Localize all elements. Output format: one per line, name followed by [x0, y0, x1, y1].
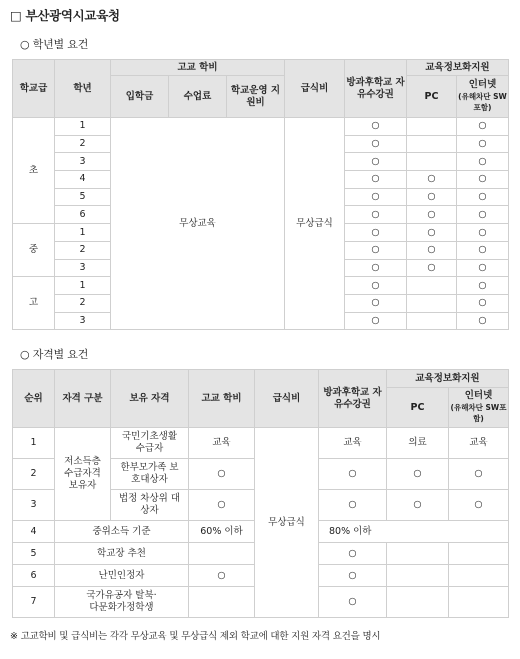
header-meal: 급식비: [255, 370, 319, 428]
header-school-level: 학교급: [13, 60, 55, 118]
qual-cell: 국가유공자 탈북·다문화가정학생: [55, 587, 189, 618]
afterschool-cell: ○: [319, 587, 387, 618]
pc-cell: [407, 312, 457, 330]
header-internet: [449, 388, 509, 428]
pc-cell: ○: [407, 206, 457, 224]
header-admission-fee: 입학금: [111, 76, 169, 118]
internet-cell: [449, 543, 509, 565]
header-qual-type: 자격 구분: [55, 370, 111, 428]
header-pc: PC: [407, 76, 457, 118]
internet-cell: ○: [457, 259, 509, 277]
header-hs-fee: 고교 학비: [189, 370, 255, 428]
qual-cell: 학교장 추천: [55, 543, 189, 565]
header-grade: 학년: [55, 60, 111, 118]
internet-cell: ○: [457, 153, 509, 171]
header-pc: PC: [387, 388, 449, 428]
pc-cell: ○: [387, 490, 449, 521]
pc-cell: ○: [407, 259, 457, 277]
afterschool-cell: ○: [345, 118, 407, 136]
school-level-cell: 초: [13, 118, 55, 224]
afterschool-cell: ○: [345, 188, 407, 206]
pc-cell: [407, 277, 457, 295]
afterschool-cell: ○: [345, 135, 407, 153]
header-internet-note: (유해차단 SW포함): [450, 402, 507, 424]
afterschool-cell: ○: [319, 459, 387, 490]
afterschool-cell: ○: [345, 153, 407, 171]
afterschool-cell: ○: [319, 543, 387, 565]
hs-fee-cell: 60% 이하: [189, 521, 255, 543]
pc-cell: [387, 543, 449, 565]
internet-cell: [449, 587, 509, 618]
afterschool-cell: ○: [345, 171, 407, 189]
free-meal-cell: 무상급식: [255, 428, 319, 618]
grade-cell: 1: [55, 277, 111, 295]
pc-cell: [387, 565, 449, 587]
header-internet: [457, 76, 509, 118]
grade-cell: 2: [55, 294, 111, 312]
rank-cell: 3: [13, 490, 55, 521]
afterschool-cell: ○: [345, 277, 407, 295]
rank-cell: 4: [13, 521, 55, 543]
grade-cell: 1: [55, 118, 111, 136]
header-internet-label: 인터넷: [468, 78, 497, 90]
internet-cell: ○: [449, 459, 509, 490]
header-info-group: 교육정보화지원: [387, 370, 509, 388]
rank-cell: 2: [13, 459, 55, 490]
pc-cell: ○: [407, 241, 457, 259]
pc-cell: ○: [387, 459, 449, 490]
grade-cell: 3: [55, 259, 111, 277]
qualification-requirements-table: [12, 369, 509, 618]
header-internet-note: (유해차단 SW포함): [458, 91, 507, 113]
grade-requirements-table: [12, 59, 509, 330]
internet-cell: ○: [449, 490, 509, 521]
qual-held-cell: 법정 차상위 대상자: [111, 490, 189, 521]
school-level-cell: 고: [13, 277, 55, 330]
grade-cell: 2: [55, 135, 111, 153]
internet-cell: ○: [457, 241, 509, 259]
internet-cell: ○: [457, 277, 509, 295]
pc-cell: [407, 118, 457, 136]
afterschool-cell: ○: [345, 206, 407, 224]
header-qual-held: 보유 자격: [111, 370, 189, 428]
rank-cell: 1: [13, 428, 55, 459]
header-hs-fee-group: 고교 학비: [111, 60, 285, 76]
free-education-cell: 무상교육: [111, 118, 285, 330]
header-internet-label: 인터넷: [464, 389, 493, 401]
qual-held-cell: 국민기초생활 수급자: [111, 428, 189, 459]
hs-fee-cell: ○: [189, 565, 255, 587]
qual-held-cell: 한부모가족 보호대상자: [111, 459, 189, 490]
internet-cell: ○: [457, 206, 509, 224]
header-afterschool: 방과후학교 자유수강권: [319, 370, 387, 428]
grade-cell: 4: [55, 171, 111, 189]
grade-cell: 5: [55, 188, 111, 206]
hs-fee-cell: ○: [189, 459, 255, 490]
rank-cell: 5: [13, 543, 55, 565]
afterschool-cell: ○: [345, 312, 407, 330]
afterschool-cell: ○: [345, 224, 407, 242]
section1-heading: ○ 학년별 요건: [20, 38, 89, 51]
header-afterschool: 방과후학교 자유수강권: [345, 60, 407, 118]
internet-cell: ○: [457, 135, 509, 153]
internet-cell: [449, 565, 509, 587]
header-rank: 순위: [13, 370, 55, 428]
internet-cell: ○: [457, 188, 509, 206]
internet-cell: 교육: [449, 428, 509, 459]
grade-cell: 3: [55, 153, 111, 171]
table-row: [13, 428, 509, 459]
footnote: ※ 고교학비 및 급식비는 각각 무상교육 및 무상급식 제외 학교에 대한 지원 자격 요건을 명시: [10, 631, 381, 642]
qual-cell: 난민인정자: [55, 565, 189, 587]
afterschool-cell: 80% 이하: [319, 521, 509, 543]
rank-cell: 6: [13, 565, 55, 587]
afterschool-cell: ○: [345, 294, 407, 312]
pc-cell: ○: [407, 224, 457, 242]
pc-cell: ○: [407, 188, 457, 206]
afterschool-cell: ○: [319, 490, 387, 521]
internet-cell: ○: [457, 171, 509, 189]
internet-cell: ○: [457, 118, 509, 136]
hs-fee-cell: [189, 543, 255, 565]
afterschool-cell: 교육: [319, 428, 387, 459]
hs-fee-cell: 교육: [189, 428, 255, 459]
table-row: [13, 118, 509, 136]
grade-cell: 2: [55, 241, 111, 259]
page-title: □ 부산광역시교육청: [10, 8, 120, 23]
afterschool-cell: ○: [345, 241, 407, 259]
header-operation-fee: 학교운영 지원비: [227, 76, 285, 118]
school-level-cell: 중: [13, 224, 55, 277]
hs-fee-cell: ○: [189, 490, 255, 521]
grade-cell: 6: [55, 206, 111, 224]
pc-cell: [407, 135, 457, 153]
qual-cell: 중위소득 기준: [55, 521, 189, 543]
pc-cell: 의료: [387, 428, 449, 459]
internet-cell: ○: [457, 312, 509, 330]
header-info-group: 교육정보화지원: [407, 60, 509, 76]
section2-heading: ○ 자격별 요건: [20, 348, 89, 361]
pc-cell: [387, 587, 449, 618]
low-income-group-cell: 저소득층 수급자격 보유자: [55, 428, 111, 521]
hs-fee-cell: [189, 587, 255, 618]
pc-cell: [407, 153, 457, 171]
afterschool-cell: ○: [319, 565, 387, 587]
pc-cell: ○: [407, 171, 457, 189]
internet-cell: ○: [457, 294, 509, 312]
header-tuition: 수업료: [169, 76, 227, 118]
header-meal: 급식비: [285, 60, 345, 118]
rank-cell: 7: [13, 587, 55, 618]
free-meal-cell: 무상급식: [285, 118, 345, 330]
grade-cell: 1: [55, 224, 111, 242]
afterschool-cell: ○: [345, 259, 407, 277]
grade-cell: 3: [55, 312, 111, 330]
internet-cell: ○: [457, 224, 509, 242]
pc-cell: [407, 294, 457, 312]
